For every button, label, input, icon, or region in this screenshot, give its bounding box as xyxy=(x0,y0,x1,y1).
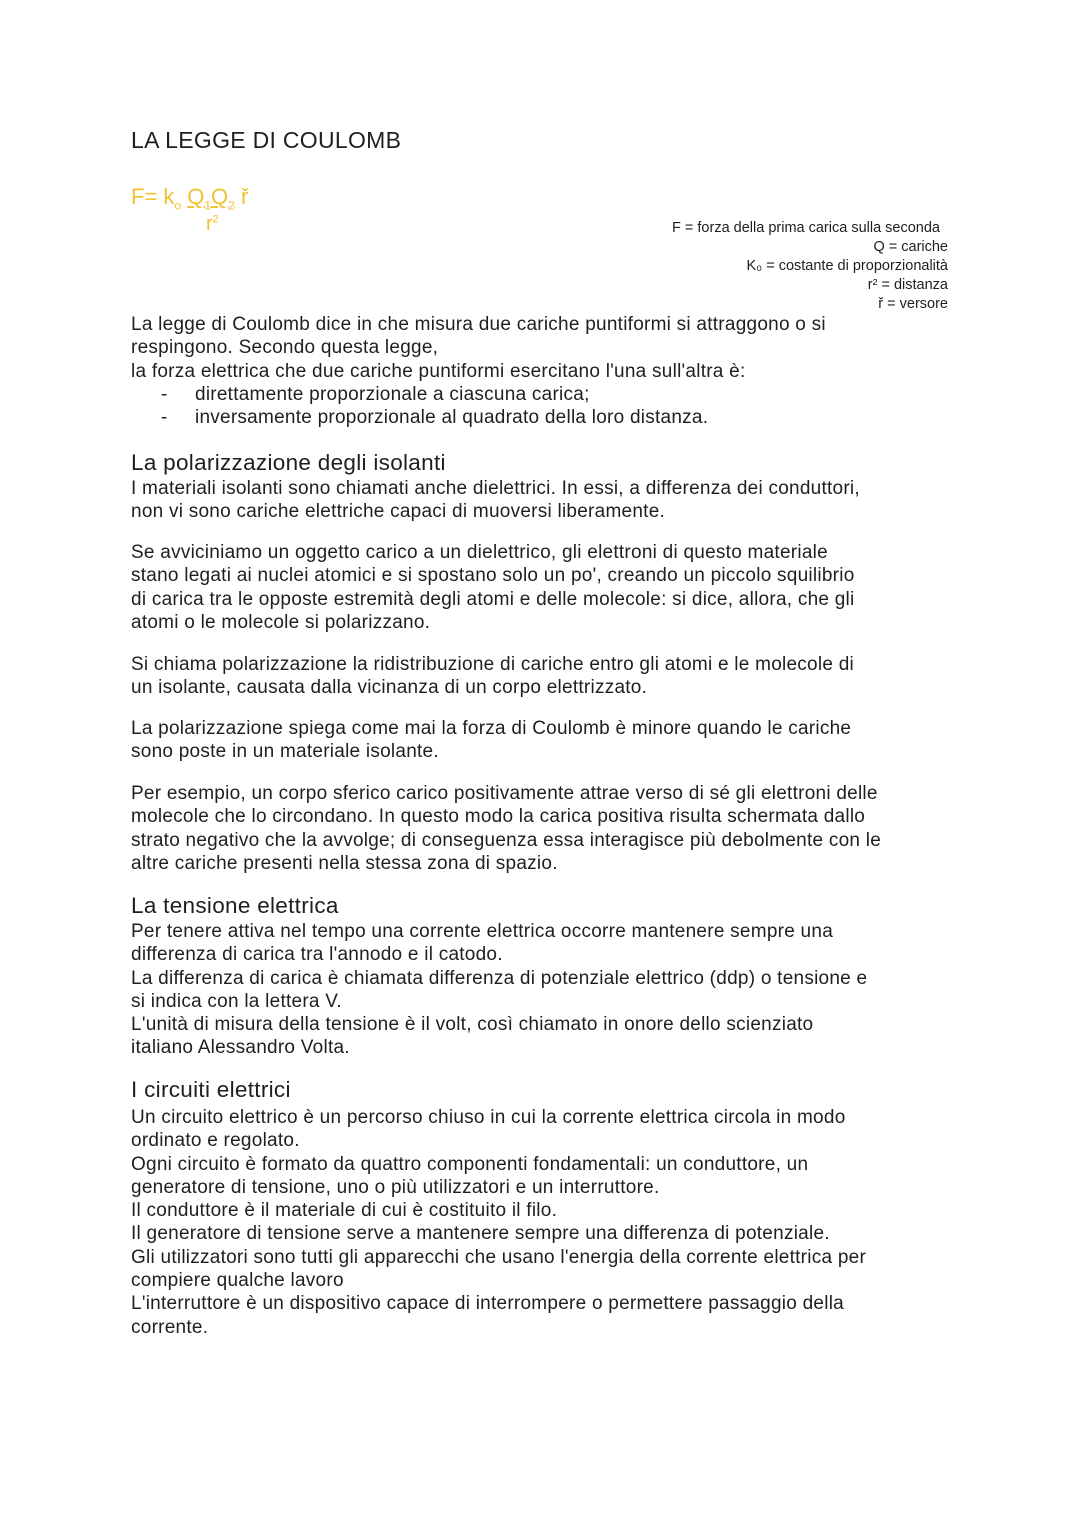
formula-numerator xyxy=(187,184,235,213)
bullet-text: direttamente proporzionale a ciascuna carica; xyxy=(195,383,590,405)
formula-q2: Q xyxy=(211,184,229,209)
paragraph xyxy=(131,541,855,634)
text-line: stano legati ai nuclei atomici e si spostano solo un po', creando un piccolo squilibrio xyxy=(131,565,855,587)
text-line: si indica con la lettera V. xyxy=(131,990,342,1012)
text-line: La differenza di carica è chiamata differenza di potenziale elettrico (ddp) o tensione e xyxy=(131,967,868,989)
legend-item: r² = distanza xyxy=(867,277,948,293)
text-line: Si chiama polarizzazione la ridistribuzione di cariche entro gli atomi e le molecole di xyxy=(131,654,854,675)
coulomb-formula xyxy=(131,184,248,212)
bullet-marker: - xyxy=(161,407,168,429)
section-heading: La polarizzazione degli isolanti xyxy=(131,450,446,475)
section-heading: La tensione elettrica xyxy=(131,893,339,918)
text-line: Per tenere attiva nel tempo una corrente elettrica occorre mantenere sempre una xyxy=(131,921,834,942)
text-line: altre cariche presenti nella stessa zona di spazio. xyxy=(131,852,558,874)
text-line: molecole che lo circondano. In questo modo la carica positiva risulta schermata dallo xyxy=(131,806,866,828)
formula-denominator xyxy=(206,213,219,236)
text-line: ordinato e regolato. xyxy=(131,1130,300,1152)
text-line: L'interruttore è un dispositivo capace di interrompere o permettere passaggio della xyxy=(131,1293,844,1315)
bullet-item xyxy=(131,383,826,406)
formula-legend xyxy=(672,219,948,314)
formula-versor: ř xyxy=(240,184,249,209)
paragraph xyxy=(131,782,881,875)
text-line: Il conduttore è il materiale di cui è costituito il filo. xyxy=(131,1200,558,1222)
paragraph xyxy=(131,1106,866,1339)
text-line: compiere qualche lavoro xyxy=(131,1270,344,1292)
bullet-item xyxy=(131,406,826,429)
text-line: non vi sono cariche elettriche capaci di muoversi liberamente. xyxy=(131,501,666,523)
text-line: I materiali isolanti sono chiamati anche dielettrici. In essi, a differenza dei conduttori, xyxy=(131,478,860,499)
legend-item: F = forza della prima carica sulla seconda xyxy=(672,220,940,236)
text-line: respingono. Secondo questa legge, xyxy=(131,337,439,359)
intro-paragraph xyxy=(131,313,826,429)
legend-item: Q = cariche xyxy=(873,239,948,255)
text-line: un isolante, causata dalla vicinanza di un corpo elettrizzato. xyxy=(131,677,648,699)
text-line: italiano Alessandro Volta. xyxy=(131,1037,350,1059)
bullet-marker: - xyxy=(161,383,168,405)
paragraph xyxy=(131,717,851,764)
text-line: Gli utilizzatori sono tutti gli apparecchi che usano l'energia della corrente elettrica per xyxy=(131,1246,867,1268)
formula-k-subscript: o xyxy=(174,198,182,213)
formula-prefix: F= k xyxy=(131,184,175,209)
paragraph xyxy=(131,920,867,1060)
text-line: atomi o le molecole si polarizzano. xyxy=(131,611,431,633)
text-line: strato negativo che la avvolge; di conseguenza essa interagisce più debolmente con le xyxy=(131,829,882,851)
page-title: LA LEGGE DI COULOMB xyxy=(131,127,402,153)
formula-q1: Q xyxy=(187,184,205,209)
text-line: generatore di tensione, uno o più utilizzatori e un interruttore. xyxy=(131,1176,660,1198)
text-line: La legge di Coulomb dice in che misura due cariche puntiformi si attraggono o si xyxy=(131,314,826,335)
paragraph xyxy=(131,653,854,700)
text-line: di carica tra le opposte estremità degli atomi e delle molecole: si dice, allora, che gli xyxy=(131,588,855,610)
text-line: differenza di carica tra l'annodo e il catodo. xyxy=(131,944,503,966)
legend-item: K₀ = costante di proporzionalità xyxy=(746,258,948,274)
text-line: sono poste in un materiale isolante. xyxy=(131,741,439,763)
text-line: Ogni circuito è formato da quattro componenti fondamentali: un conduttore, un xyxy=(131,1153,809,1175)
text-line: Per esempio, un corpo sferico carico positivamente attrae verso di sé gli elettroni delle xyxy=(131,783,878,804)
formula-q2-sub: 2 xyxy=(228,198,235,213)
text-line: la forza elettrica che due cariche puntiformi esercitano l'una sull'altra è: xyxy=(131,360,746,382)
text-line: Il generatore di tensione serve a mantenere sempre una differenza di potenziale. xyxy=(131,1223,830,1245)
text-line: La polarizzazione spiega come mai la forza di Coulomb è minore quando le cariche xyxy=(131,718,852,739)
text-line: L'unità di misura della tensione è il volt, così chiamato in onore dello scienziato xyxy=(131,1014,814,1036)
bullet-text: inversamente proporzionale al quadrato della loro distanza. xyxy=(195,407,709,429)
text-line: Se avviciniamo un oggetto carico a un dielettrico, gli elettroni di questo materiale xyxy=(131,542,828,563)
formula-q1-sub: 1 xyxy=(204,198,212,213)
legend-item: ř = versore xyxy=(878,296,948,312)
text-line: Un circuito elettrico è un percorso chiuso in cui la corrente elettrica circola in modo xyxy=(131,1107,846,1128)
section-heading: I circuiti elettrici xyxy=(131,1077,291,1102)
text-line: corrente. xyxy=(131,1316,209,1338)
formula-r-sup: 2 xyxy=(212,213,219,226)
paragraph xyxy=(131,477,860,524)
formula-r: r xyxy=(206,213,213,235)
